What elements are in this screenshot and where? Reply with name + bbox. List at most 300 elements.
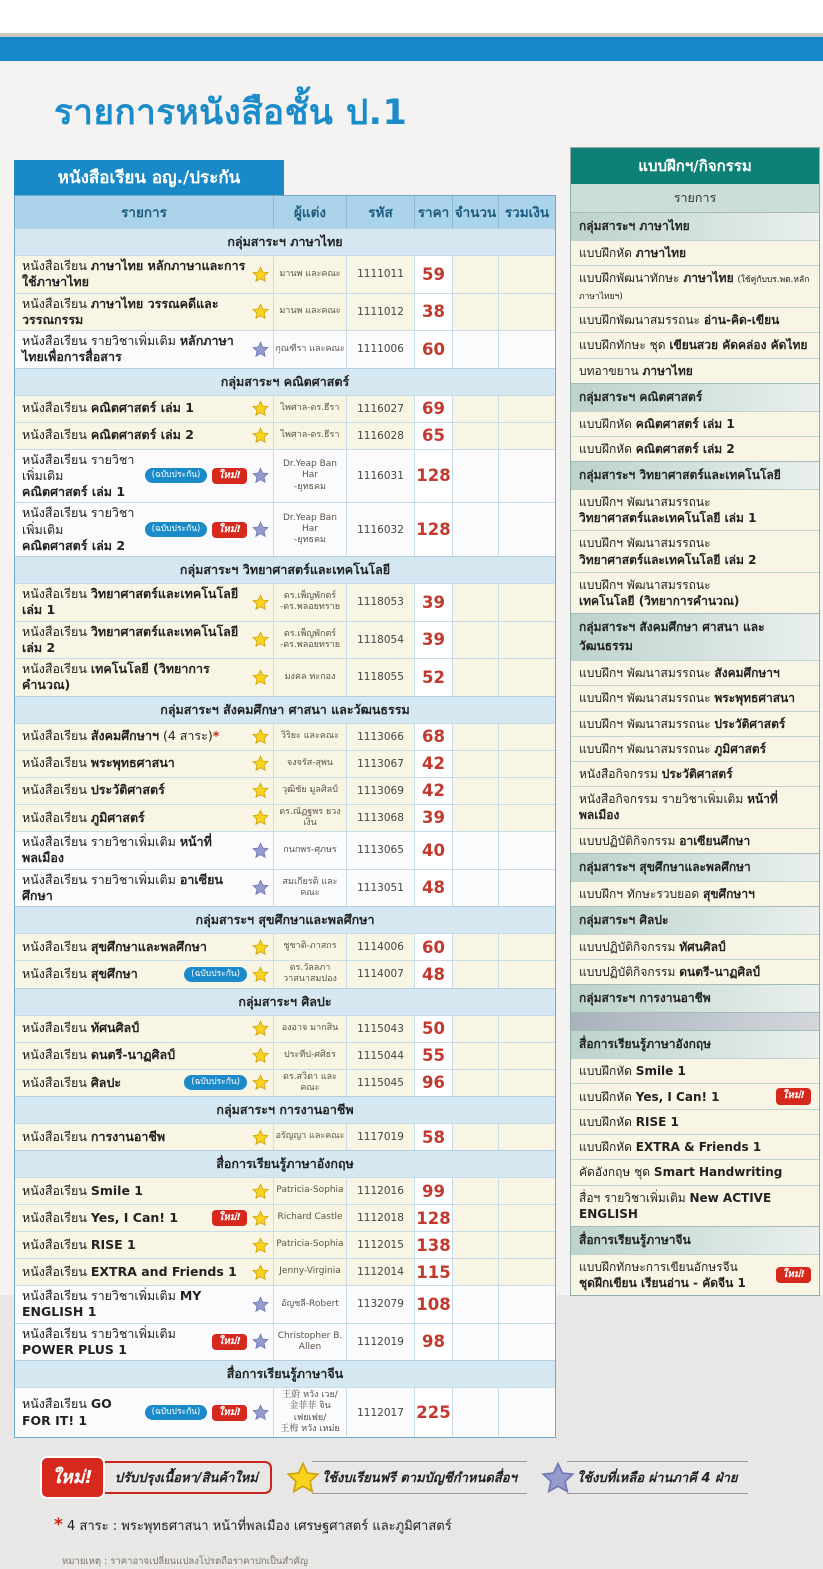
total-cell <box>498 870 555 907</box>
book-row <box>15 449 555 503</box>
price-cell: 128 <box>414 450 452 503</box>
book-title-cell: หนังสือเรียน ภูมิศาสตร์ <box>15 805 273 832</box>
total-cell <box>498 659 555 696</box>
author-cell: 王蔚 หวัง เวย/ 金菲菲 จิน เฟยเฟย/ 王梅 หวัง เหม่ย <box>273 1388 346 1437</box>
legend-yellow-text: ใช้งบเรียนฟรี ตามบัญชีกำหนดสื่อฯ <box>312 1461 527 1494</box>
code-cell: 1113069 <box>346 778 414 804</box>
code-cell: 1113065 <box>346 832 414 869</box>
book-title-cell: หนังสือเรียน รายวิชาเพิ่มเติม POWER PLUS 1 ใหม่! <box>15 1324 273 1361</box>
yellow-star-icon <box>252 303 269 320</box>
new-badge: ใหม่! <box>40 1456 105 1499</box>
sidebar-section-header: สื่อการเรียนรู้ภาษาอังกฤษ <box>571 1030 819 1058</box>
sidebar-item: แบบฝึกฯ พัฒนาสมรรถนะ วิทยาศาสตร์และเทคโนโลยี เล่ม 1 <box>571 489 819 530</box>
author-cell: Richard Castle <box>273 1205 346 1231</box>
book-row <box>15 1015 555 1042</box>
total-cell <box>498 724 555 750</box>
table-header-row <box>15 196 555 228</box>
book-title-cell: หนังสือเรียน EXTRA and Friends 1 <box>15 1259 273 1285</box>
book-row <box>15 255 555 293</box>
section-header: กลุ่มสาระฯ ภาษาไทย <box>15 228 555 255</box>
code-cell: 1112019 <box>346 1324 414 1361</box>
author-cell: ไพศาล-ดร.ธีรา <box>273 396 346 422</box>
yellow-star-icon <box>252 809 269 826</box>
code-cell: 1112016 <box>346 1178 414 1204</box>
price-cell: 42 <box>414 778 452 804</box>
price-cell: 128 <box>414 1205 452 1231</box>
book-title-cell: หนังสือเรียน RISE 1 <box>15 1232 273 1258</box>
book-row <box>15 1204 555 1231</box>
book-row <box>15 1177 555 1204</box>
sidebar-item: หนังสือกิจกรรม รายวิชาเพิ่มเติม หน้าที่พลเมือง <box>571 786 819 827</box>
quantity-cell <box>452 584 498 621</box>
author-cell: ดร.เพ็ญพักตร์ -ดร.พลอยทราย <box>273 584 346 621</box>
code-cell: 1115043 <box>346 1016 414 1042</box>
total-cell <box>498 1043 555 1069</box>
sidebar-item: แบบฝึกหัด RISE 1 <box>571 1109 819 1134</box>
legend-new-text: ปรับปรุงเนื้อหา/สินค้าใหม่ <box>99 1461 272 1494</box>
book-row <box>15 293 555 331</box>
price-cell: 48 <box>414 961 452 988</box>
yellow-star-icon <box>252 755 269 772</box>
asterisk-mark: * <box>54 1515 63 1535</box>
price-cell: 60 <box>414 331 452 368</box>
new-badge: ใหม่! <box>212 522 247 538</box>
author-cell: Jenny-Virginia <box>273 1259 346 1285</box>
price-cell: 39 <box>414 622 452 659</box>
code-cell: 1117019 <box>346 1124 414 1150</box>
legend-purple-text: ใช้งบที่เหลือ ผ่านภาคี 4 ฝ่าย <box>567 1461 748 1494</box>
total-cell <box>498 450 555 503</box>
main-table-body <box>14 195 556 1438</box>
book-title-cell: หนังสือเรียน คณิตศาสตร์ เล่ม 2 <box>15 423 273 449</box>
workbook-sidebar <box>570 147 820 1296</box>
book-title-cell: หนังสือเรียน ภาษาไทย หลักภาษาและการใช้ภาษาไทย <box>15 256 273 293</box>
total-cell <box>498 751 555 777</box>
total-cell <box>498 396 555 422</box>
legend-yellow-star <box>286 1461 527 1495</box>
author-cell: มานพ และคณะ <box>273 256 346 293</box>
book-row <box>15 723 555 750</box>
price-cell: 52 <box>414 659 452 696</box>
price-cell: 60 <box>414 934 452 960</box>
book-title-cell: หนังสือเรียน ดนตรี-นาฏศิลป์ <box>15 1043 273 1069</box>
section-header: กลุ่มสาระฯ วิทยาศาสตร์และเทคโนโลยี <box>15 556 555 583</box>
legend-purple-star <box>541 1461 748 1495</box>
sidebar-item: แบบฝึกหัด ภาษาไทย <box>571 240 819 265</box>
quantity-cell <box>452 659 498 696</box>
total-cell <box>498 423 555 449</box>
sidebar-section-header: กลุ่มสาระฯ วิทยาศาสตร์และเทคโนโลยี <box>571 461 819 489</box>
book-row <box>15 1285 555 1323</box>
yellow-star-icon <box>252 631 269 648</box>
author-cell: ดร.สวิตา และคณะ <box>273 1070 346 1097</box>
sidebar-section-header: กลุ่มสาระฯ คณิตศาสตร์ <box>571 383 819 411</box>
quantity-cell <box>452 934 498 960</box>
section-header: กลุ่มสาระฯ สุขศึกษาและพลศึกษา <box>15 906 555 933</box>
quantity-cell <box>452 256 498 293</box>
book-row <box>15 804 555 832</box>
yellow-star-icon <box>252 939 269 956</box>
quantity-cell <box>452 331 498 368</box>
asterisk-note <box>54 1515 823 1536</box>
quantity-cell <box>452 1070 498 1097</box>
quantity-cell <box>452 870 498 907</box>
sidebar-section-header: กลุ่มสาระฯ สังคมศึกษา ศาสนา และวัฒนธรรม <box>571 613 819 660</box>
new-badge: ใหม่! <box>776 1088 811 1105</box>
price-cell: 98 <box>414 1324 452 1361</box>
book-title-cell: หนังสือเรียน รายวิชาเพิ่มเติม หลักภาษาไทยเพื่อการสื่อสาร <box>15 331 273 368</box>
total-cell <box>498 961 555 988</box>
book-title-cell: หนังสือเรียน Yes, I Can! 1 ใหม่! <box>15 1205 273 1231</box>
sidebar-body <box>571 212 819 1295</box>
code-cell: 1112017 <box>346 1388 414 1437</box>
sidebar-item: แบบฝึกฯ พัฒนาสมรรถนะ วิทยาศาสตร์และเทคโนโลยี เล่ม 2 <box>571 530 819 571</box>
guarantee-badge: (ฉบับประกัน) <box>145 1405 208 1420</box>
sidebar-item: แบบฝึกพัฒนาสมรรถนะ อ่าน-คิด-เขียน <box>571 307 819 332</box>
sidebar-item: แบบปฏิบัติกิจกรรม ดนตรี-นาฏศิลป์ <box>571 959 819 984</box>
quantity-cell <box>452 778 498 804</box>
yellow-star-icon <box>252 782 269 799</box>
quantity-cell <box>452 1324 498 1361</box>
yellow-star-icon <box>252 594 269 611</box>
author-cell: ดร.เพ็ญพักตร์ -ดร.พลอยทราย <box>273 622 346 659</box>
book-title-cell: หนังสือเรียน ภาษาไทย วรรณคดีและวรรณกรรม <box>15 294 273 331</box>
book-title-cell: หนังสือเรียน คณิตศาสตร์ เล่ม 1 <box>15 396 273 422</box>
author-cell: Patricia-Sophia <box>273 1178 346 1204</box>
book-row <box>15 869 555 907</box>
total-cell <box>498 622 555 659</box>
price-cell: 58 <box>414 1124 452 1150</box>
quantity-cell <box>452 832 498 869</box>
book-row <box>15 1069 555 1097</box>
sidebar-item: บทอาขยาน ภาษาไทย <box>571 358 819 383</box>
sidebar-item: แบบฝึกฯ พัฒนาสมรรถนะ เทคโนโลยี (วิทยาการคำนวณ) <box>571 572 819 613</box>
book-title-cell: หนังสือเรียน Smile 1 <box>15 1178 273 1204</box>
quantity-cell <box>452 751 498 777</box>
price-cell: 42 <box>414 751 452 777</box>
price-cell: 96 <box>414 1070 452 1097</box>
author-cell: ดร.วัลลภา วาสนาสมปอง <box>273 961 346 988</box>
author-cell: มานพ และคณะ <box>273 294 346 331</box>
quantity-cell <box>452 1016 498 1042</box>
legend-new <box>40 1456 272 1499</box>
quantity-cell <box>452 1043 498 1069</box>
book-row <box>15 658 555 696</box>
total-cell <box>498 1259 555 1285</box>
book-row <box>15 1123 555 1150</box>
column-header: รวมเงิน <box>498 196 555 228</box>
book-title-cell: หนังสือเรียน พระพุทธศาสนา <box>15 751 273 777</box>
book-row <box>15 750 555 777</box>
price-cell: 115 <box>414 1259 452 1285</box>
total-cell <box>498 1388 555 1437</box>
sidebar-item: แบบฝึกหัด EXTRA & Friends 1 <box>571 1134 819 1159</box>
book-title-cell: หนังสือเรียน ประวัติศาสตร์ <box>15 778 273 804</box>
code-cell: 1132079 <box>346 1286 414 1323</box>
quantity-cell <box>452 503 498 556</box>
section-header: สื่อการเรียนรู้ภาษาจีน <box>15 1360 555 1387</box>
quantity-cell <box>452 450 498 503</box>
book-row <box>15 960 555 988</box>
book-title-cell: หนังสือเรียน ทัศนศิลป์ <box>15 1016 273 1042</box>
price-cell: 99 <box>414 1178 452 1204</box>
author-cell: กุณฑีรา และคณะ <box>273 331 346 368</box>
price-cell: 59 <box>414 256 452 293</box>
quantity-cell <box>452 1232 498 1258</box>
columns <box>14 157 823 1438</box>
legend <box>40 1456 823 1499</box>
column-header: รายการ <box>121 205 167 221</box>
code-cell: 1116028 <box>346 423 414 449</box>
total-cell <box>498 1205 555 1231</box>
new-badge: ใหม่! <box>776 1267 811 1284</box>
total-cell <box>498 294 555 331</box>
author-cell: มงคล ทะกอง <box>273 659 346 696</box>
total-cell <box>498 1016 555 1042</box>
content <box>0 85 823 1569</box>
sidebar-item: แบบฝึกฯ พัฒนาสมรรถนะ พระพุทธศาสนา <box>571 685 819 710</box>
guarantee-badge: (ฉบับประกัน) <box>145 468 208 483</box>
book-title-cell: หนังสือเรียน สุขศึกษาและพลศึกษา <box>15 934 273 960</box>
yellow-star-icon <box>252 427 269 444</box>
price-cell: 225 <box>414 1388 452 1437</box>
yellow-star-icon <box>252 1237 269 1254</box>
sidebar-item: แบบฝึกฯ พัฒนาสมรรถนะ ภูมิศาสตร์ <box>571 736 819 761</box>
column-header: ราคา <box>414 196 452 228</box>
new-badge: ใหม่! <box>212 1334 247 1350</box>
code-cell: 1111011 <box>346 256 414 293</box>
asterisk-note-text: 4 สาระ : พระพุทธศาสนา หน้าที่พลเมือง เศรษฐศาสตร์ และภูมิศาสตร์ <box>67 1519 452 1534</box>
sidebar-section-header: กลุ่มสาระฯ สุขศึกษาและพลศึกษา <box>571 853 819 881</box>
sidebar-section-header: กลุ่มสาระฯ ศิลปะ <box>571 906 819 934</box>
sidebar-item: สื่อฯ รายวิชาเพิ่มเติม New ACTIVE ENGLISH <box>571 1185 819 1226</box>
quantity-cell <box>452 294 498 331</box>
section-header: สื่อการเรียนรู้ภาษาอังกฤษ <box>15 1150 555 1177</box>
total-cell <box>498 934 555 960</box>
total-cell <box>498 832 555 869</box>
yellow-star-icon <box>252 966 269 983</box>
book-title-cell: หนังสือเรียน สุขศึกษา (ฉบับประกัน) <box>15 961 273 988</box>
price-cell: 40 <box>414 832 452 869</box>
purple-star-icon <box>252 879 269 896</box>
book-row <box>15 777 555 804</box>
sidebar-item: แบบปฏิบัติกิจกรรม อาเซียนศึกษา <box>571 828 819 853</box>
page-title: รายการหนังสือชั้น ป.1 <box>54 93 408 133</box>
author-cell: Christopher B. Allen <box>273 1324 346 1361</box>
yellow-star-icon <box>252 669 269 686</box>
price-cell: 48 <box>414 870 452 907</box>
code-cell: 1112018 <box>346 1205 414 1231</box>
purple-star-icon <box>252 521 269 538</box>
author-cell: Patricia-Sophia <box>273 1232 346 1258</box>
purple-star-icon <box>252 1296 269 1313</box>
price-cell: 39 <box>414 805 452 832</box>
purple-star-icon <box>252 842 269 859</box>
yellow-star-icon <box>252 400 269 417</box>
price-cell: 55 <box>414 1043 452 1069</box>
total-cell <box>498 1324 555 1361</box>
sidebar-item: แบบฝึกหัด คณิตศาสตร์ เล่ม 2 <box>571 436 819 461</box>
column-header: รหัส <box>346 196 414 228</box>
price-cell: 50 <box>414 1016 452 1042</box>
book-row <box>15 933 555 960</box>
sidebar-item: แบบฝึกทักษะ ชุด เขียนสวย คัดคล่อง คัดไทย <box>571 332 819 357</box>
sidebar-empty-row <box>571 1012 819 1030</box>
book-title-cell: หนังสือเรียน รายวิชาเพิ่มเติม คณิตศาสตร์ เล่ม 1 (ฉบับประกัน) ใหม่! <box>15 450 273 503</box>
quantity-cell <box>452 805 498 832</box>
yellow-star-icon <box>252 266 269 283</box>
book-row <box>15 422 555 449</box>
quantity-cell <box>452 1124 498 1150</box>
quantity-cell <box>452 396 498 422</box>
main-book-table <box>14 160 556 1438</box>
total-cell <box>498 256 555 293</box>
total-cell <box>498 1124 555 1150</box>
book-title-cell: หนังสือเรียน วิทยาศาสตร์และเทคโนโลยี เล่ม 1 <box>15 584 273 621</box>
quantity-cell <box>452 1388 498 1437</box>
price-cell: 69 <box>414 396 452 422</box>
author-cell: Dr.Yeap Ban Har -ยุทธคม <box>273 503 346 556</box>
code-cell: 1112014 <box>346 1259 414 1285</box>
book-row <box>15 831 555 869</box>
author-cell: สมเกียรติ และคณะ <box>273 870 346 907</box>
code-cell: 1111012 <box>346 294 414 331</box>
yellow-star-icon <box>252 1210 269 1227</box>
purple-star-icon <box>252 467 269 484</box>
section-header: กลุ่มสาระฯ ศิลปะ <box>15 988 555 1015</box>
book-title-cell: หนังสือเรียน รายวิชาเพิ่มเติม คณิตศาสตร์ เล่ม 2 (ฉบับประกัน) ใหม่! <box>15 503 273 556</box>
quantity-cell <box>452 961 498 988</box>
sidebar-item: แบบฝึกหัด Smile 1 <box>571 1058 819 1083</box>
column-header: ผู้แต่ง <box>273 196 346 228</box>
book-row <box>15 1231 555 1258</box>
quantity-cell <box>452 1178 498 1204</box>
code-cell: 1118054 <box>346 622 414 659</box>
book-row <box>15 1387 555 1437</box>
sidebar-section-header: สื่อการเรียนรู้ภาษาจีน <box>571 1226 819 1254</box>
author-cell: ไพศาล-ดร.ธีรา <box>273 423 346 449</box>
author-cell: กนกพร-ศุภษร <box>273 832 346 869</box>
code-cell: 1118053 <box>346 584 414 621</box>
quantity-cell <box>452 1259 498 1285</box>
purple-star-icon <box>252 1404 269 1421</box>
book-title-cell: หนังสือเรียน วิทยาศาสตร์และเทคโนโลยี เล่ม 2 <box>15 622 273 659</box>
total-cell <box>498 778 555 804</box>
quantity-cell <box>452 423 498 449</box>
yellow-star-icon <box>252 1047 269 1064</box>
code-cell: 1113051 <box>346 870 414 907</box>
price-cell: 39 <box>414 584 452 621</box>
new-badge: ใหม่! <box>212 468 247 484</box>
section-header: กลุ่มสาระฯ คณิตศาสตร์ <box>15 368 555 395</box>
yellow-star-icon <box>252 728 269 745</box>
sidebar-item: แบบฝึกฯ ทักษะรวบยอด สุขศึกษาฯ <box>571 881 819 906</box>
sidebar-item: หนังสือกิจกรรม ประวัติศาสตร์ <box>571 761 819 786</box>
price-cell: 68 <box>414 724 452 750</box>
code-cell: 1111006 <box>346 331 414 368</box>
sidebar-section-header: กลุ่มสาระฯ ภาษาไทย <box>571 212 819 240</box>
book-row <box>15 502 555 556</box>
book-row <box>15 395 555 422</box>
sidebar-item: แบบฝึกพัฒนาทักษะ ภาษาไทย (ใช้คู่กับบร.พต.หลักภาษาไทยฯ) <box>571 265 819 307</box>
yellow-star-icon <box>252 1264 269 1281</box>
yellow-star-icon <box>252 1020 269 1037</box>
author-cell: องอาจ มากสิน <box>273 1016 346 1042</box>
sidebar-item: แบบฝึกฯ พัฒนาสมรรถนะ ประวัติศาสตร์ <box>571 711 819 736</box>
code-cell: 1113068 <box>346 805 414 832</box>
total-cell <box>498 805 555 832</box>
quantity-cell <box>452 1205 498 1231</box>
code-cell: 1112015 <box>346 1232 414 1258</box>
quantity-cell <box>452 1286 498 1323</box>
code-cell: 1115045 <box>346 1070 414 1097</box>
code-cell: 1118055 <box>346 659 414 696</box>
book-title-cell: หนังสือเรียน รายวิชาเพิ่มเติม อาเซียนศึกษา <box>15 870 273 907</box>
code-cell: 1116031 <box>346 450 414 503</box>
section-header: กลุ่มสาระฯ การงานอาชีพ <box>15 1096 555 1123</box>
book-title-cell: หนังสือเรียน รายวิชาเพิ่มเติม หน้าที่พลเมือง <box>15 832 273 869</box>
author-cell: วิริยะ และคณะ <box>273 724 346 750</box>
book-title-cell: หนังสือเรียน สังคมศึกษาฯ (4 สาระ)* <box>15 724 273 750</box>
author-cell: วุฒิชัย มูลศิลป์ <box>273 778 346 804</box>
top-blue-bar <box>0 37 823 61</box>
book-title-cell: หนังสือเรียน รายวิชาเพิ่มเติม MY ENGLISH 1 <box>15 1286 273 1323</box>
total-cell <box>498 1286 555 1323</box>
code-cell: 1113067 <box>346 751 414 777</box>
price-cell: 38 <box>414 294 452 331</box>
new-badge: ใหม่! <box>212 1210 247 1226</box>
price-cell: 65 <box>414 423 452 449</box>
sidebar-item: คัดอังกฤษ ชุด Smart Handwriting <box>571 1159 819 1184</box>
price-cell: 108 <box>414 1286 452 1323</box>
remark: หมายเหตุ : ราคาอาจเปลี่ยนแปลงโปรดถือราคาปกเป็นสำคัญ <box>62 1556 308 1567</box>
sidebar-item: แบบฝึกทักษะการเขียนอักษรจีน ชุดฝึกเขียน เรียนอ่าน - คัดจีน 1 ใหม่! <box>571 1254 819 1295</box>
guarantee-badge: (ฉบับประกัน) <box>145 522 208 537</box>
code-cell: 1114007 <box>346 961 414 988</box>
code-cell: 1116032 <box>346 503 414 556</box>
sidebar-item: แบบปฏิบัติกิจกรรม ทัศนศิลป์ <box>571 934 819 959</box>
yellow-star-icon <box>252 1074 269 1091</box>
total-cell <box>498 584 555 621</box>
book-row <box>15 621 555 659</box>
scan-top-margin <box>0 0 823 37</box>
author-cell: จงจรัส-สุพน <box>273 751 346 777</box>
sidebar-subheader: รายการ <box>571 184 819 212</box>
book-title-cell: หนังสือเรียน เทคโนโลยี (วิทยาการคำนวณ) <box>15 659 273 696</box>
book-title-cell: หนังสือเรียน การงานอาชีพ <box>15 1124 273 1150</box>
sidebar-title: แบบฝึกฯ/กิจกรรม <box>571 148 819 184</box>
book-row <box>15 1042 555 1069</box>
purple-star-icon <box>252 341 269 358</box>
author-cell: ดร.ณัฏฐพร ยวงเงิน <box>273 805 346 832</box>
author-cell: อรัญญา และคณะ <box>273 1124 346 1150</box>
book-row <box>15 1258 555 1285</box>
sidebar-section-header: กลุ่มสาระฯ การงานอาชีพ <box>571 984 819 1012</box>
sidebar-item: แบบฝึกหัด คณิตศาสตร์ เล่ม 1 <box>571 411 819 436</box>
code-cell: 1113066 <box>346 724 414 750</box>
yellow-star-icon <box>252 1129 269 1146</box>
book-row <box>15 583 555 621</box>
main-table-tab: หนังสือเรียน อญ./ประกัน <box>14 160 284 195</box>
book-title-cell: หนังสือเรียน GO FOR IT! 1 (ฉบับประกัน) ใหม่! <box>15 1388 273 1437</box>
sidebar-item: แบบฝึกฯ พัฒนาสมรรถนะ สังคมศึกษาฯ <box>571 660 819 685</box>
code-cell: 1114006 <box>346 934 414 960</box>
total-cell <box>498 331 555 368</box>
total-cell <box>498 1232 555 1258</box>
yellow-star-icon <box>252 1183 269 1200</box>
section-header: กลุ่มสาระฯ สังคมศึกษา ศาสนา และวัฒนธรรม <box>15 696 555 723</box>
code-cell: 1116027 <box>346 396 414 422</box>
